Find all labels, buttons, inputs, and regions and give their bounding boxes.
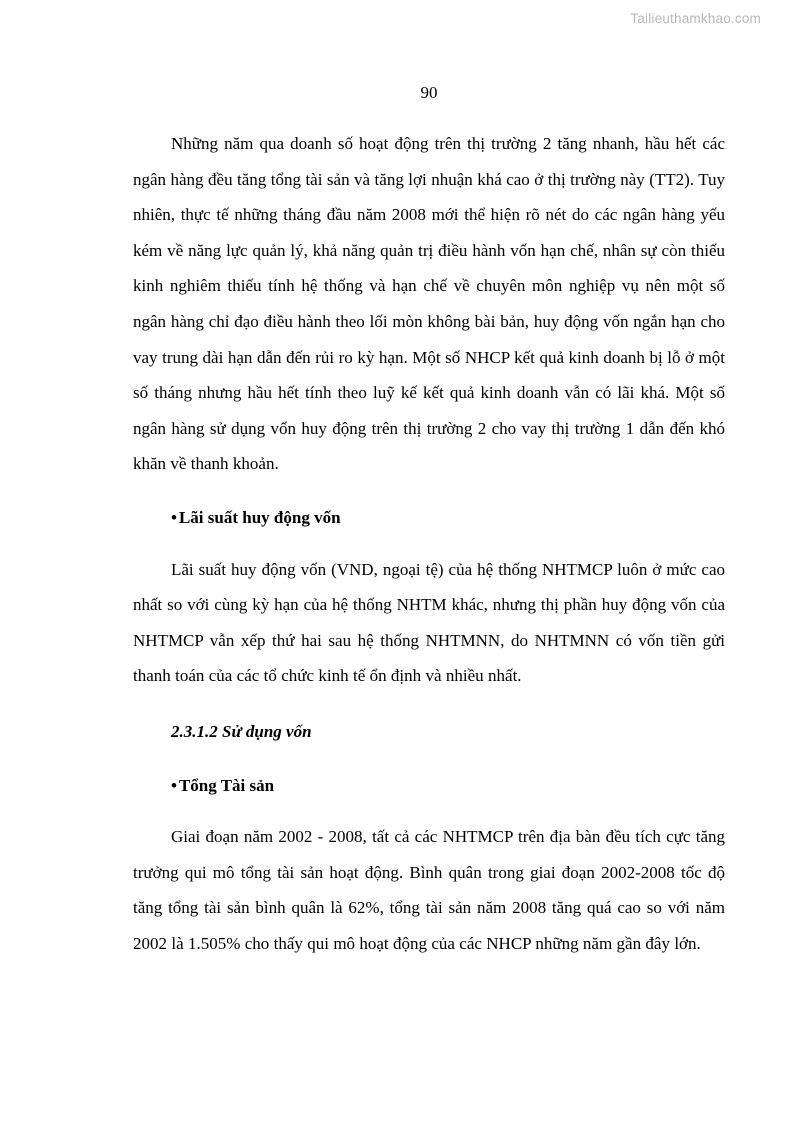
page-content [133, 0, 725, 961]
bullet-heading-deposit-rate [133, 500, 725, 536]
bullet-icon: • [171, 507, 177, 527]
bullet-heading-total-assets [133, 768, 725, 804]
bullet-icon: • [171, 775, 177, 795]
spacer [133, 482, 725, 500]
spacer [133, 750, 725, 768]
paragraph-market-two-overview: Những năm qua doanh số hoạt động trên thị trường 2 tăng nhanh, hầu hết các ngân hàng đều tăng tổng tài sản và tăng lợi nhuận khá cao ở thị trường này (TT2). Tuy nhiên, thực tế những tháng đầu năm 2008 mới thể hiện rõ nét do các ngân hàng yếu kém về năng lực quản lý, khả năng quản trị điều hành vốn hạn chế, nhân sự còn thiếu kinh nghiêm thiếu tính hệ thống và hạn chế về chuyên môn nghiệp vụ nên một số ngân hàng chỉ đạo điều hành theo lối mòn không bài bản, huy động vốn ngắn hạn cho vay trung dài hạn dẫn đến rủi ro kỳ hạn. Một số NHCP kết quả kinh doanh bị lỗ ở một số tháng nhưng hầu hết tính theo luỹ kế kết quả kinh doanh vẫn có lãi khá. Một số ngân hàng sử dụng vốn huy động trên thị trường 2 cho vay thị trường 1 dẫn đến khó khăn về thanh khoản. [133, 134, 725, 474]
spacer [133, 694, 725, 714]
spacer [133, 803, 725, 819]
section-heading-capital-usage: 2.3.1.2 Sử dụng vốn [171, 721, 312, 741]
paragraph-deposit-rate: Lãi suất huy động vốn (VND, ngoại tệ) của hệ thống NHTMCP luôn ở mức cao nhất so với cùng kỳ hạn của hệ thống NHTM khác, nhưng thị phần huy động vốn của NHTMCP vẫn xếp thứ hai sau hệ thống NHTMNN, do NHTMNN có vốn tiền gửi thanh toán của các tổ chức kinh tế ổn định và nhiều nhất. [133, 559, 725, 686]
paragraph-total-assets: Giai đoạn năm 2002 - 2008, tất cả các NHTMCP trên địa bàn đều tích cực tăng trưởng qui mô tổng tài sản hoạt động. Bình quân trong giai đoạn 2002-2008 tốc độ tăng tổng tài sản bình quân là 62%, tổng tài sản năm 2008 tăng quá cao so với năm 2002 là 1.505% cho thấy qui mô hoạt động của các NHCP những năm gần đây lớn. [133, 827, 725, 953]
page-number: 90 [420, 83, 438, 102]
bullet-heading-label: Lãi suất huy động vốn [178, 507, 341, 527]
site-watermark: Tailieuthamkhao.com [630, 11, 761, 26]
bullet-heading-label: Tổng Tài sản [178, 775, 275, 795]
spacer [133, 536, 725, 552]
